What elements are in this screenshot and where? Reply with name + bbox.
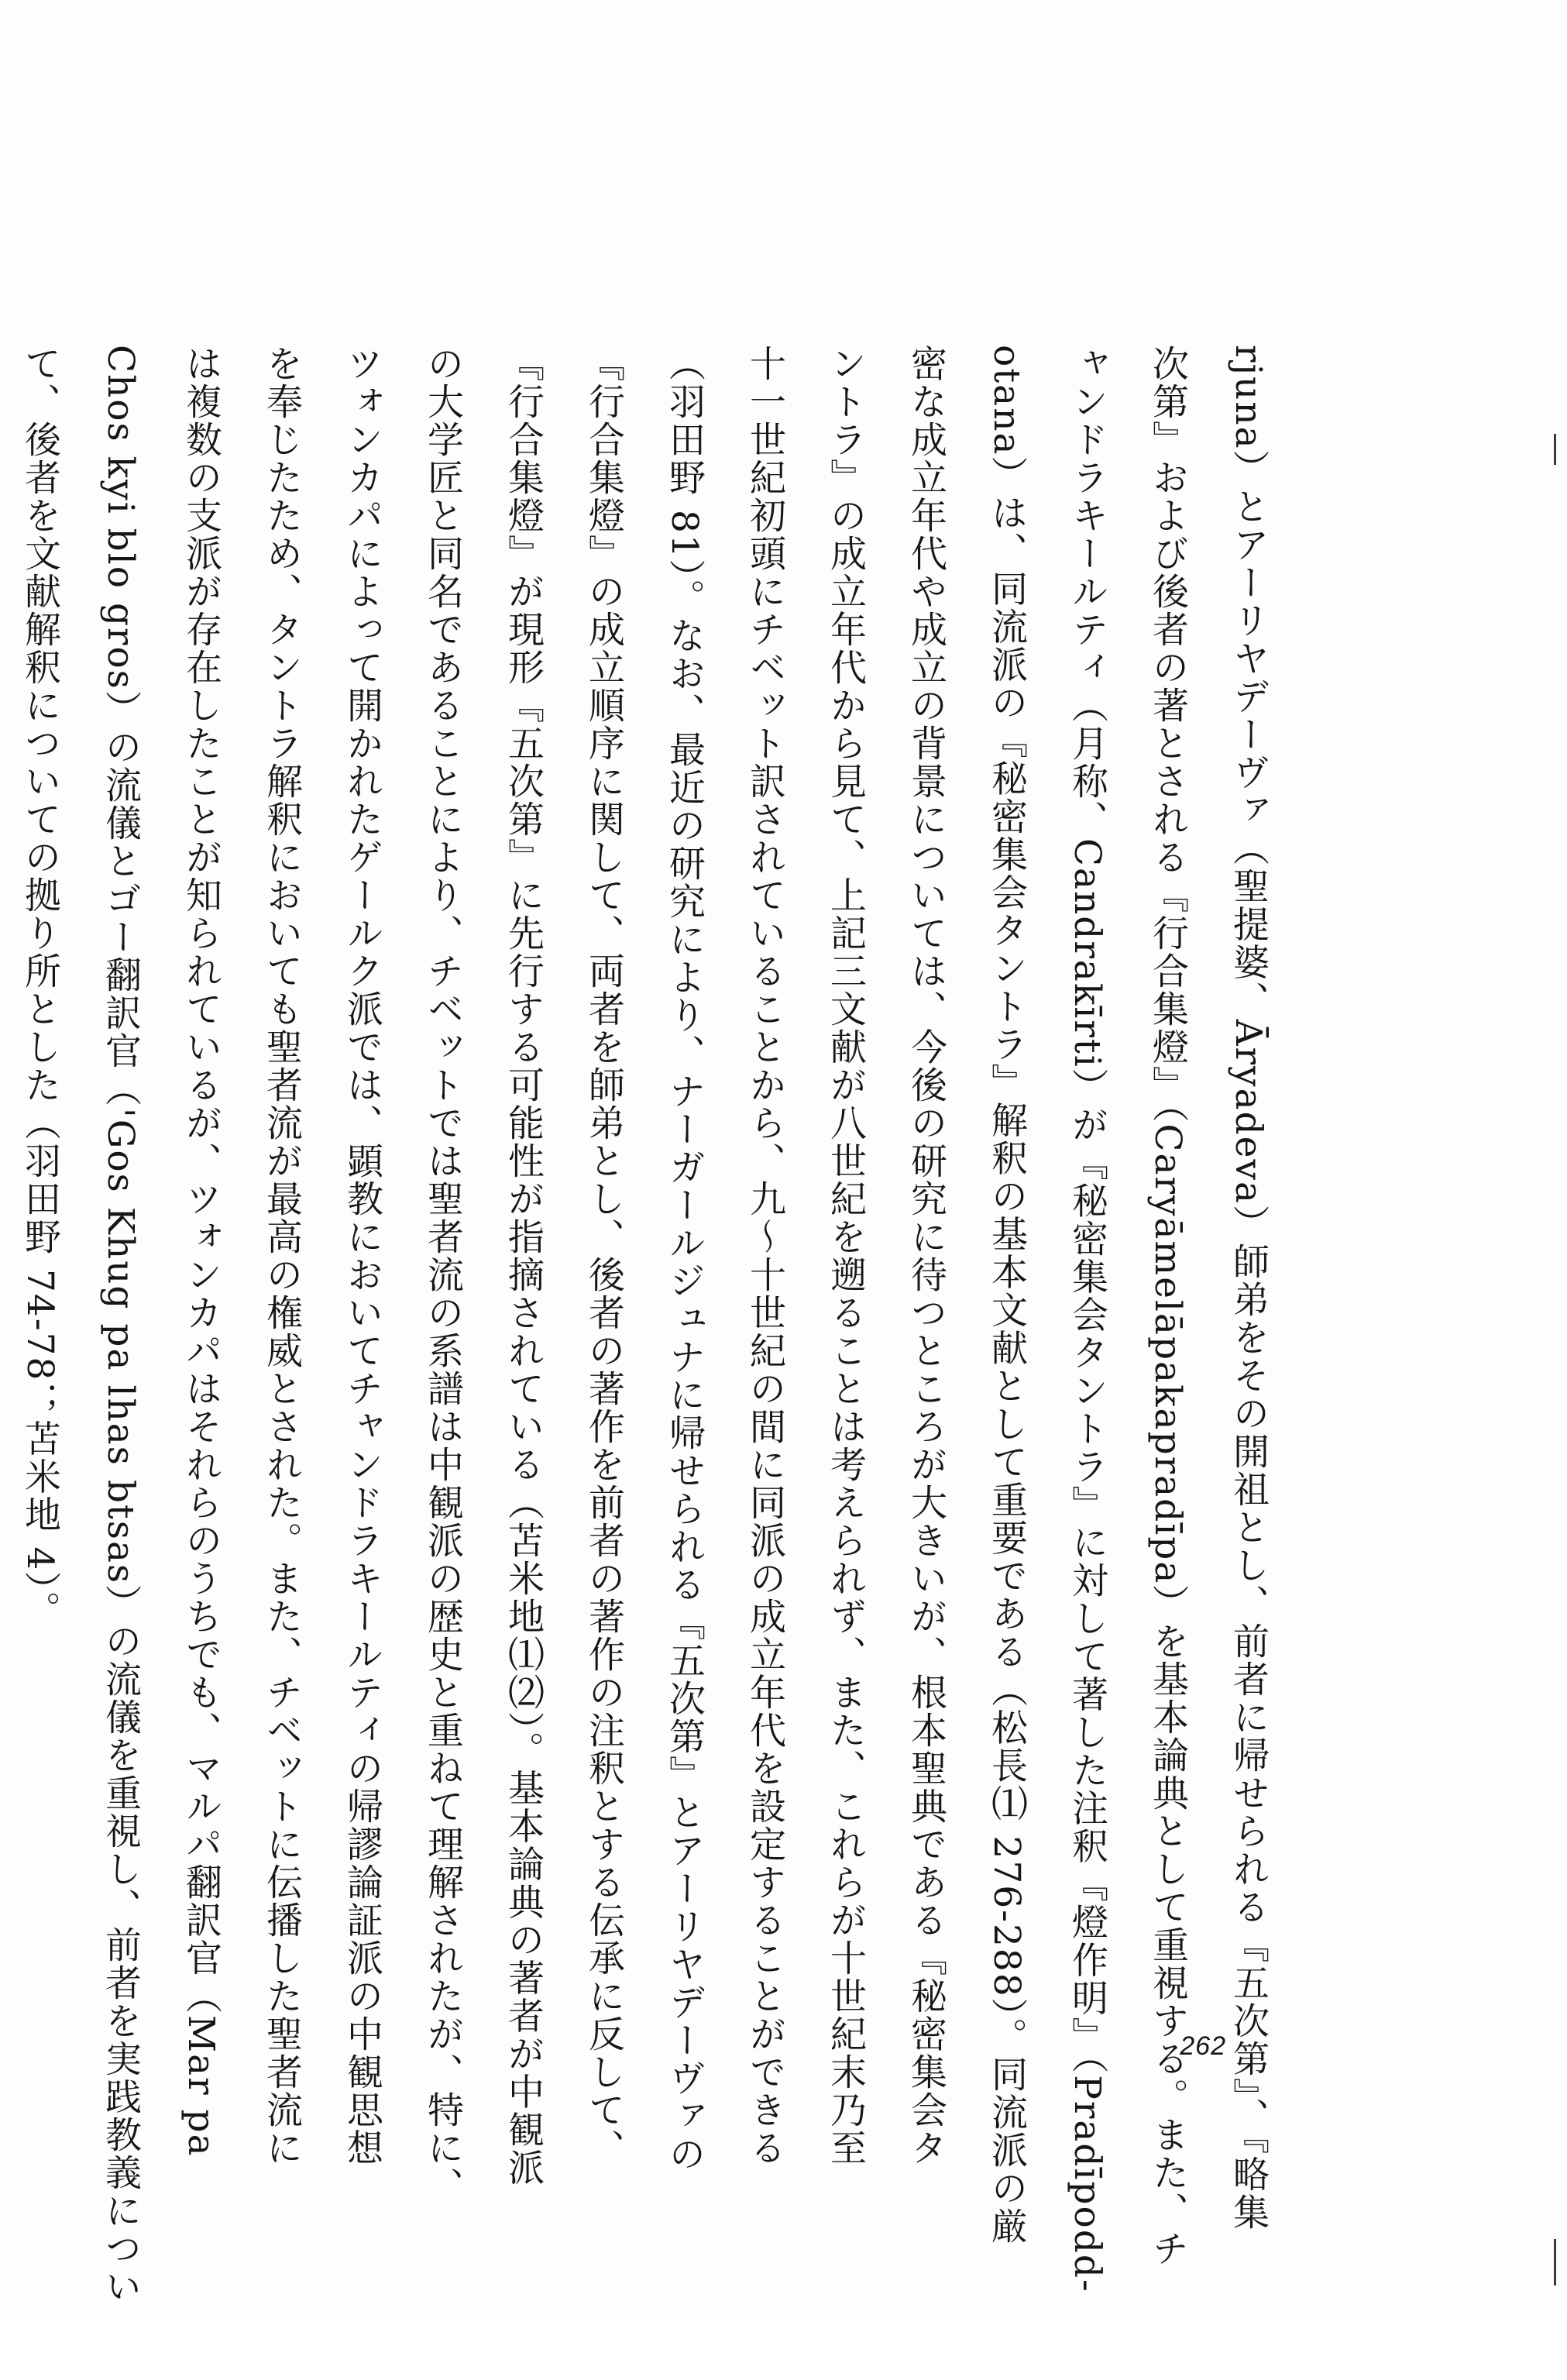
text-line-5: 密な成立年代や成立の背景については、今後の研究に待つところが大きいが、根本聖典である『秘密集会タ [905, 345, 947, 2167]
text-line-12: ツォンカパによって開かれたゲールク派では、顕教においてチャンドラキールティの帰謬論証派の中観思想 [341, 345, 383, 2167]
text-line-6: ントラ』の成立年代から見て、上記三文献が八世紀を遡ることは考えられず、また、これらが十世紀末乃至 [824, 345, 867, 2167]
scan-margin-mark [1554, 434, 1556, 465]
text-line-11: の大学匠と同名であることにより、チベットでは聖者流の系譜は中観派の歴史と重ねて理解されたが、特に、 [421, 345, 464, 2205]
page-number: 262 [1180, 2031, 1226, 2061]
text-line-15: Chos kyi blo gros）の流儀とゴー翻訳官（'Gos Khug pa lhas btsas）の流儀を重視し、前者を実践教義につい [99, 345, 142, 2306]
text-line-16: て、後者を文献解釈についての拠り所とした（羽田野 74-78；苫米地 4）。 [19, 345, 61, 1629]
text-line-3: ャンドラキールティ（月称、Candrakīrti）が『秘密集会タントラ』に対して著した注釈『燈作明』（Pradīpodd- [1066, 345, 1108, 2293]
text-line-1: rjuna）とアーリヤデーヴァ（聖提婆、Āryadeva）師弟をその開祖とし、前者に帰せられる『五次第』、『略集 [1227, 345, 1270, 2232]
text-line-2: 次第』および後者の著とされる『行合集燈』（Caryāmelāpakapradīpa）を基本論典として重視する。また、チ [1146, 345, 1189, 2268]
scan-margin-mark [1554, 2239, 1556, 2285]
text-line-13: を奉じたため、タントラ解釈においても聖者流が最高の権威とされた。また、チベットに伝播した聖者流に [260, 345, 303, 2167]
text-line-9: 『行合集燈』の成立順序に関して、両者を師弟とし、後者の著作を前者の著作の注釈とする伝承に反して、 [582, 345, 625, 2167]
text-line-8: （羽田野 81）。なお、最近の研究により、ナーガールジュナに帰せられる『五次第』とアーリヤデーヴァの [663, 345, 706, 2174]
text-line-7: 十一世紀初頭にチベット訳されていることから、九～十世紀の間に同派の成立年代を設定することができる [744, 345, 786, 2167]
text-line-10: 『行合集燈』が現形『五次第』に先行する可能性が指摘されている（苫米地⑴⑵）。基本論典の著者が中観派 [502, 345, 545, 2187]
text-line-4: otana）は、同流派の『秘密集会タントラ』解釈の基本文献として重要である（松長⑴ 276-288）。同流派の厳 [985, 345, 1028, 2246]
text-line-14: は複数の支派が存在したことが知られているが、ツォンカパはそれらのうちでも、マルパ翻訳官（Mar pa [180, 345, 222, 2158]
